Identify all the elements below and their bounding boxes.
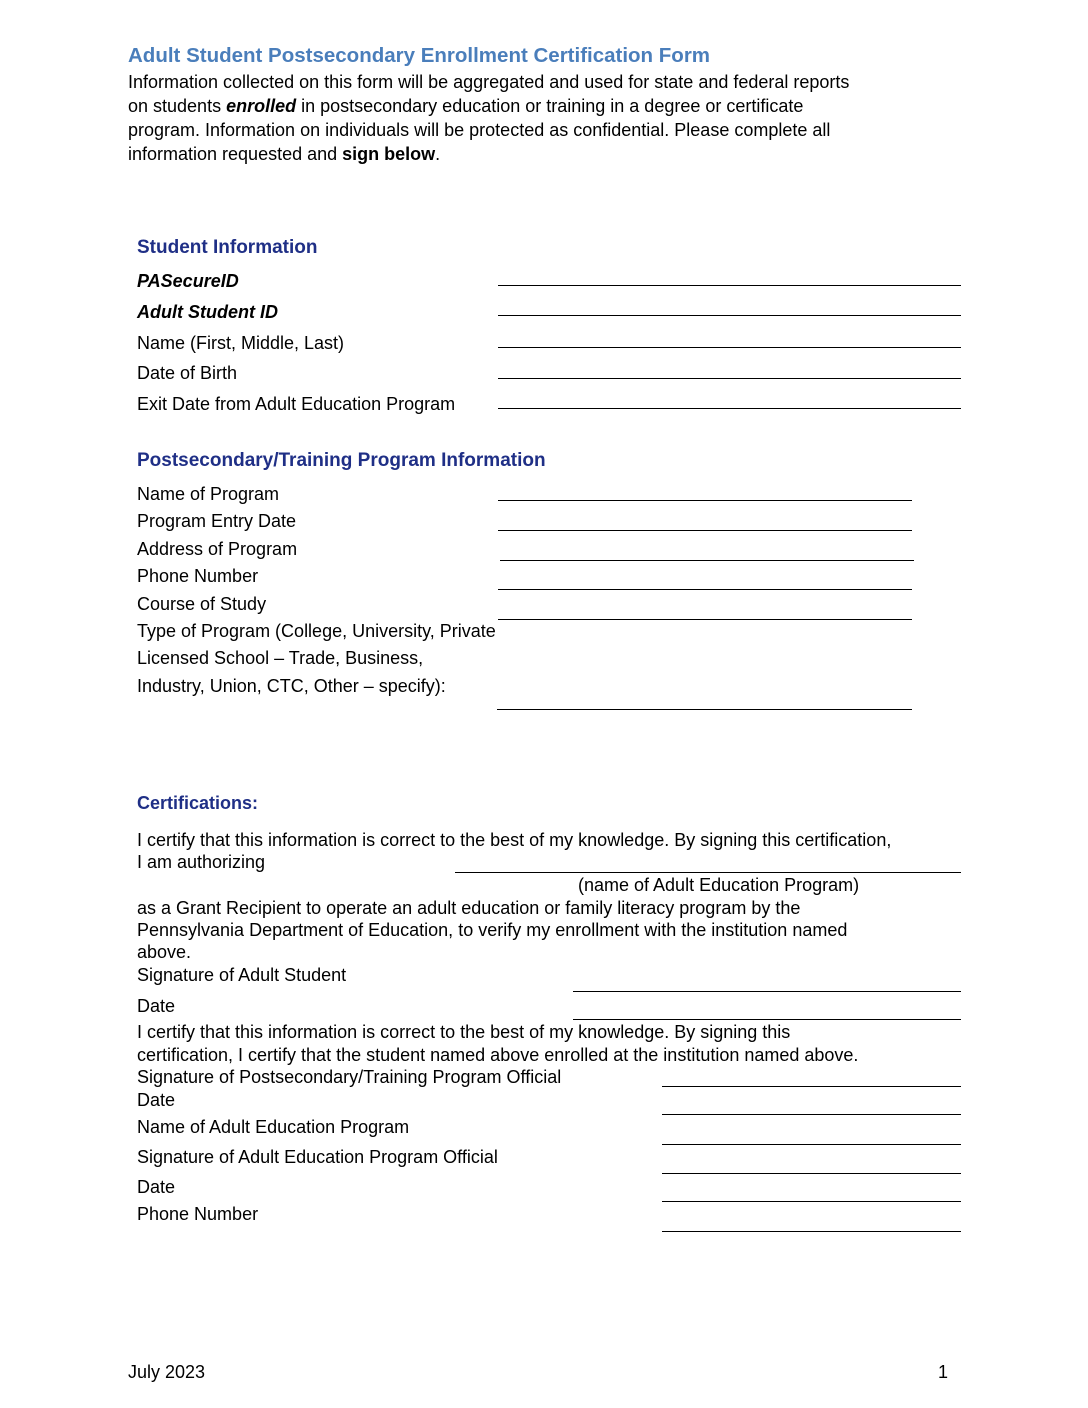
- cert-para-2-line-1: as a Grant Recipient to operate an adult education or family literacy program by the: [137, 898, 801, 918]
- program-phone-field[interactable]: [498, 589, 912, 590]
- pasecureid-field[interactable]: [498, 285, 961, 286]
- cert-para-3-line-2: certification, I certify that the student named above enrolled at the institution named above.: [137, 1045, 859, 1065]
- certifications-heading: Certifications:: [137, 793, 259, 813]
- dob-label: Date of Birth: [137, 363, 238, 383]
- ae-program-name-label: Name of Adult Education Program: [137, 1117, 410, 1137]
- program-address-label: Address of Program: [137, 539, 298, 559]
- intro-line-1: Information collected on this form will be aggregated and used for state and federal reports: [128, 72, 850, 92]
- form-title: Adult Student Postsecondary Enrollment Certification Form: [128, 44, 711, 67]
- dob-field[interactable]: [498, 378, 961, 379]
- student-date-field[interactable]: [573, 1019, 961, 1020]
- cert-para-2-line-3: above.: [137, 942, 192, 962]
- intro-bold: sign below: [342, 144, 436, 164]
- student-id-field[interactable]: [498, 315, 961, 316]
- intro-emphasis: enrolled: [226, 96, 297, 116]
- intro-text: .: [435, 144, 441, 164]
- name-label: Name (First, Middle, Last): [137, 333, 345, 353]
- program-address-field[interactable]: [500, 560, 914, 561]
- cert-para-1-line-1: I certify that this information is correct to the best of my knowledge. By signing this certification,: [137, 830, 892, 850]
- name-field[interactable]: [498, 347, 961, 348]
- program-entry-date-label: Program Entry Date: [137, 511, 297, 531]
- ae-official-date-label: Date: [137, 1177, 176, 1197]
- exit-date-field[interactable]: [498, 408, 961, 409]
- student-signature-label: Signature of Adult Student: [137, 965, 347, 985]
- pasecureid-label: PASecureID: [137, 271, 239, 291]
- student-date-label: Date: [137, 996, 176, 1016]
- intro-line-2: [128, 94, 948, 118]
- ae-phone-label: Phone Number: [137, 1204, 259, 1224]
- ae-program-name-field[interactable]: [662, 1144, 961, 1145]
- program-type-field[interactable]: [497, 709, 912, 710]
- ae-program-name-caption: (name of Adult Education Program): [578, 875, 860, 895]
- official-date-field[interactable]: [662, 1114, 961, 1115]
- footer-date: July 2023: [128, 1362, 206, 1382]
- cert-para-1-line-2: I am authorizing: [137, 852, 266, 872]
- official-signature-label: Signature of Postsecondary/Training Program Official: [137, 1067, 562, 1087]
- student-info-heading: Student Information: [137, 237, 318, 258]
- exit-date-label: Exit Date from Adult Education Program: [137, 394, 456, 414]
- intro-line-3: program. Information on individuals will be protected as confidential. Please complete all: [128, 120, 831, 140]
- course-of-study-label: Course of Study: [137, 594, 267, 614]
- ae-program-authorized-field[interactable]: [455, 872, 961, 873]
- page-number: 1: [938, 1362, 949, 1382]
- program-entry-date-field[interactable]: [498, 530, 912, 531]
- official-signature-field[interactable]: [662, 1086, 961, 1087]
- ae-official-signature-field[interactable]: [662, 1173, 961, 1174]
- cert-para-3-line-1: I certify that this information is correct to the best of my knowledge. By signing this: [137, 1022, 791, 1042]
- intro-text: information requested and: [128, 144, 343, 164]
- program-type-label-line-3: Industry, Union, CTC, Other – specify):: [137, 676, 446, 696]
- course-of-study-field[interactable]: [498, 619, 912, 620]
- program-info-heading: Postsecondary/Training Program Information: [137, 450, 546, 471]
- program-name-field[interactable]: [498, 500, 912, 501]
- ae-official-date-field[interactable]: [662, 1201, 961, 1202]
- program-name-label: Name of Program: [137, 484, 280, 504]
- program-type-label-line-1: Type of Program (College, University, Private: [137, 621, 496, 641]
- student-signature-field[interactable]: [573, 991, 961, 992]
- ae-official-signature-label: Signature of Adult Education Program Official: [137, 1147, 498, 1167]
- intro-paragraph: [128, 70, 948, 166]
- intro-text: in postsecondary education or training in a degree or certificate: [296, 96, 804, 116]
- program-type-label-line-2: Licensed School – Trade, Business,: [137, 648, 424, 668]
- intro-text: on students: [128, 96, 227, 116]
- ae-phone-field[interactable]: [662, 1231, 961, 1232]
- student-id-label: Adult Student ID: [137, 302, 278, 322]
- official-date-label: Date: [137, 1090, 176, 1110]
- cert-para-2-line-2: Pennsylvania Department of Education, to verify my enrollment with the institution named: [137, 920, 848, 940]
- program-phone-label: Phone Number: [137, 566, 259, 586]
- intro-line-4: [128, 142, 948, 166]
